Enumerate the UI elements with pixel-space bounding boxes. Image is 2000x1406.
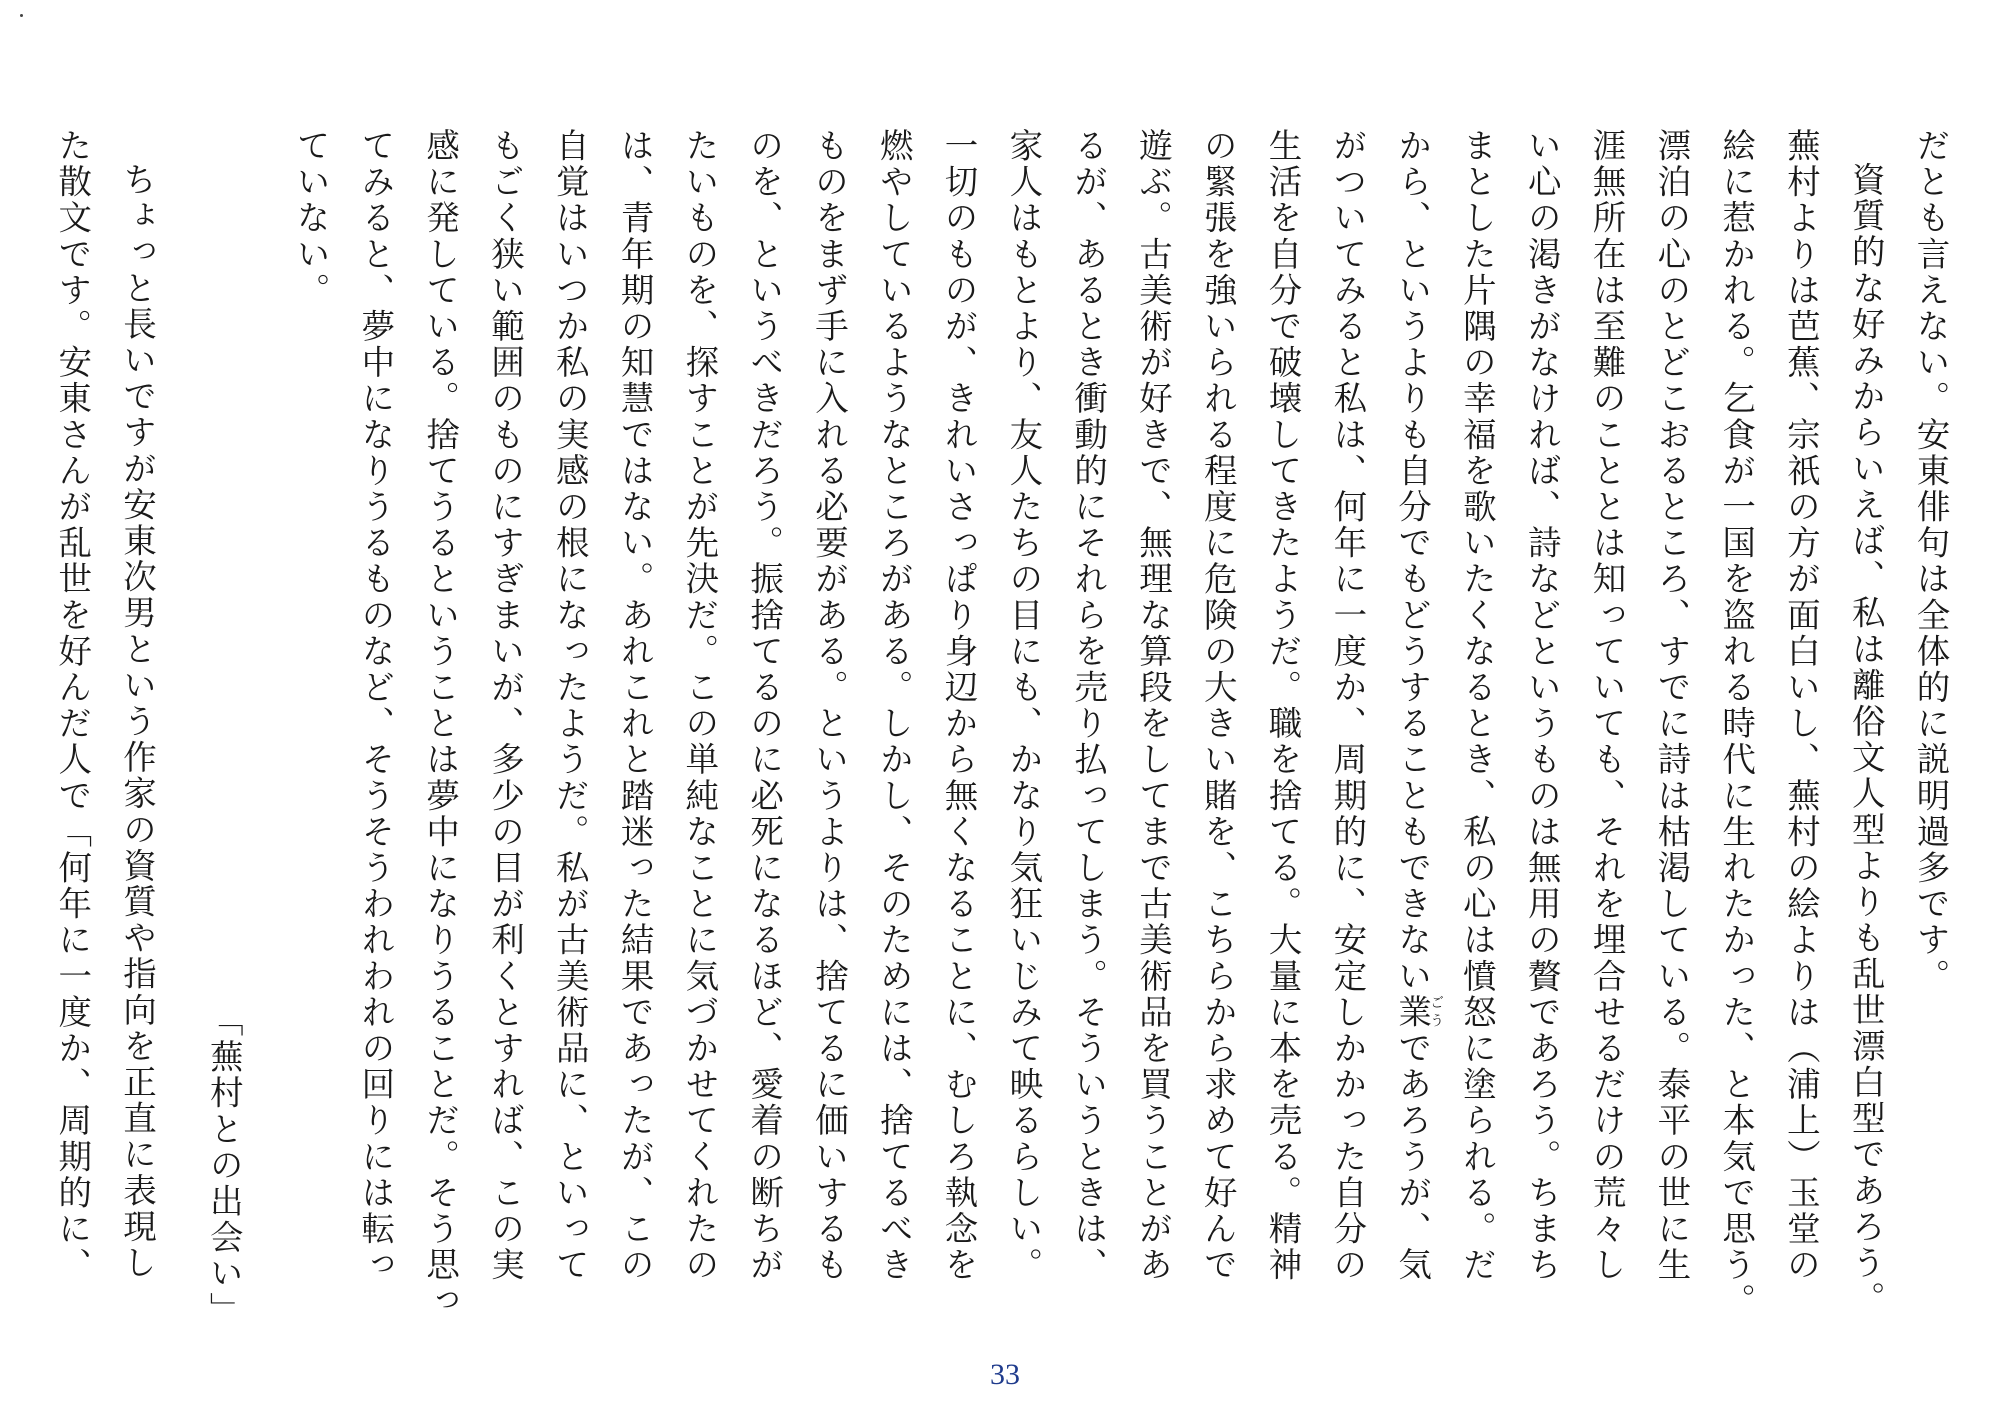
- quote-line: てみると、夢中になりうるものなど、そうそうわれわれの回りには転っ: [355, 128, 395, 1284]
- quote-line: 蕪村よりは芭蕉、宗祇の方が面白いし、蕪村の絵よりは（浦上）玉堂の: [1781, 128, 1821, 1284]
- quote-line: たいものを、探すことが先決だ。この単純なことに気づかせてくれたの: [679, 128, 719, 1284]
- quote-line: 遊ぶ。古美術が好きで、無理な算段をしてまで古美術品を買うことがあ: [1133, 128, 1173, 1284]
- quote-line: 感に発している。捨てうるということは夢中になりうることだ。そう思っ: [420, 128, 460, 1320]
- quote-line-part: から、というよりも自分でもどうすることもできない業ごうであろうが、気: [1392, 128, 1445, 1284]
- quote-line: い心の渇きがなければ、詩などというものは無用の贅であろう。ちまち: [1522, 128, 1562, 1284]
- opening-line: だとも言えない。安東俳句は全体的に説明過多です。: [1911, 128, 1950, 995]
- quote-line-with-ruby: [1379, 128, 1444, 1348]
- quote-line: 燃やしているようなところがある。しかし、そのためには、捨てるべき: [874, 128, 914, 1284]
- closing-line: ちょっと長いですが安東次男という作家の資質や指向を正直に表現し: [117, 162, 157, 1282]
- column-gap: [168, 128, 190, 1348]
- quote-line: まとした片隅の幸福を歌いたくなるとき、私の心は憤怒に塗られる。だ: [1457, 128, 1497, 1284]
- citation: 「蕪村との出会い」: [204, 1003, 244, 1328]
- closing-line: た散文です。安東さんが乱世を好んだ人で「何年に一度か、周期的に、: [52, 128, 92, 1284]
- quote-line: ていない。: [291, 128, 331, 309]
- page-number: 33: [990, 1358, 1020, 1391]
- quote-line: 絵に惹かれる。乞食が一国を盗れる時代に生れたかった、と本気で思う。: [1716, 128, 1756, 1320]
- quote-line: るが、あるとき衝動的にそれらを売り払ってしまう。そういうときは、: [1068, 128, 1108, 1284]
- quote-line: 自覚はいつか私の実感の根になったようだ。私が古美術品に、といって: [550, 128, 590, 1284]
- quote-line: 家人はもとより、友人たちの目にも、かなり気狂いじみて映るらしい。: [1003, 128, 1043, 1284]
- quote-line: は、青年期の知慧ではない。あれこれと踏迷った結果であったが、この: [615, 128, 655, 1284]
- quote-line: の緊張を強いられる程度に危険の大きい賭を、こちらから求めて好んで: [1198, 128, 1238, 1284]
- quote-line: 漂泊の心のとどこおるところ、すでに詩は枯渇している。泰平の世に生: [1651, 128, 1691, 1284]
- vertical-text-block: [39, 128, 1962, 1348]
- ruby-annotation: 業ごう: [1392, 994, 1445, 1031]
- quote-line: のを、というべきだろう。振捨てるのに必死になるほど、愛着の断ちが: [744, 128, 784, 1284]
- column-gap: [255, 128, 277, 1348]
- corner-dot-mark: [20, 14, 23, 17]
- quote-line: 資質的な好みからいえば、私は離俗文人型よりも乱世漂白型であろう。: [1846, 162, 1886, 1318]
- quote-line: 涯無所在は至難のこととは知っていても、それを埋合せるだけの荒々し: [1587, 128, 1627, 1284]
- quote-line: もごく狭い範囲のものにすぎまいが、多少の目が利くとすれば、この実: [485, 128, 525, 1284]
- quote-line: がついてみると私は、何年に一度か、周期的に、安定しかかった自分の: [1327, 128, 1367, 1284]
- quote-line: 生活を自分で破壊してきたようだ。職を捨てる。大量に本を売る。精神: [1263, 128, 1303, 1284]
- quote-line: 一切のものが、きれいさっぱり身辺から無くなることに、むしろ執念を: [939, 128, 979, 1284]
- quote-line: ものをまず手に入れる必要がある。というよりは、捨てるに価いするも: [809, 128, 849, 1284]
